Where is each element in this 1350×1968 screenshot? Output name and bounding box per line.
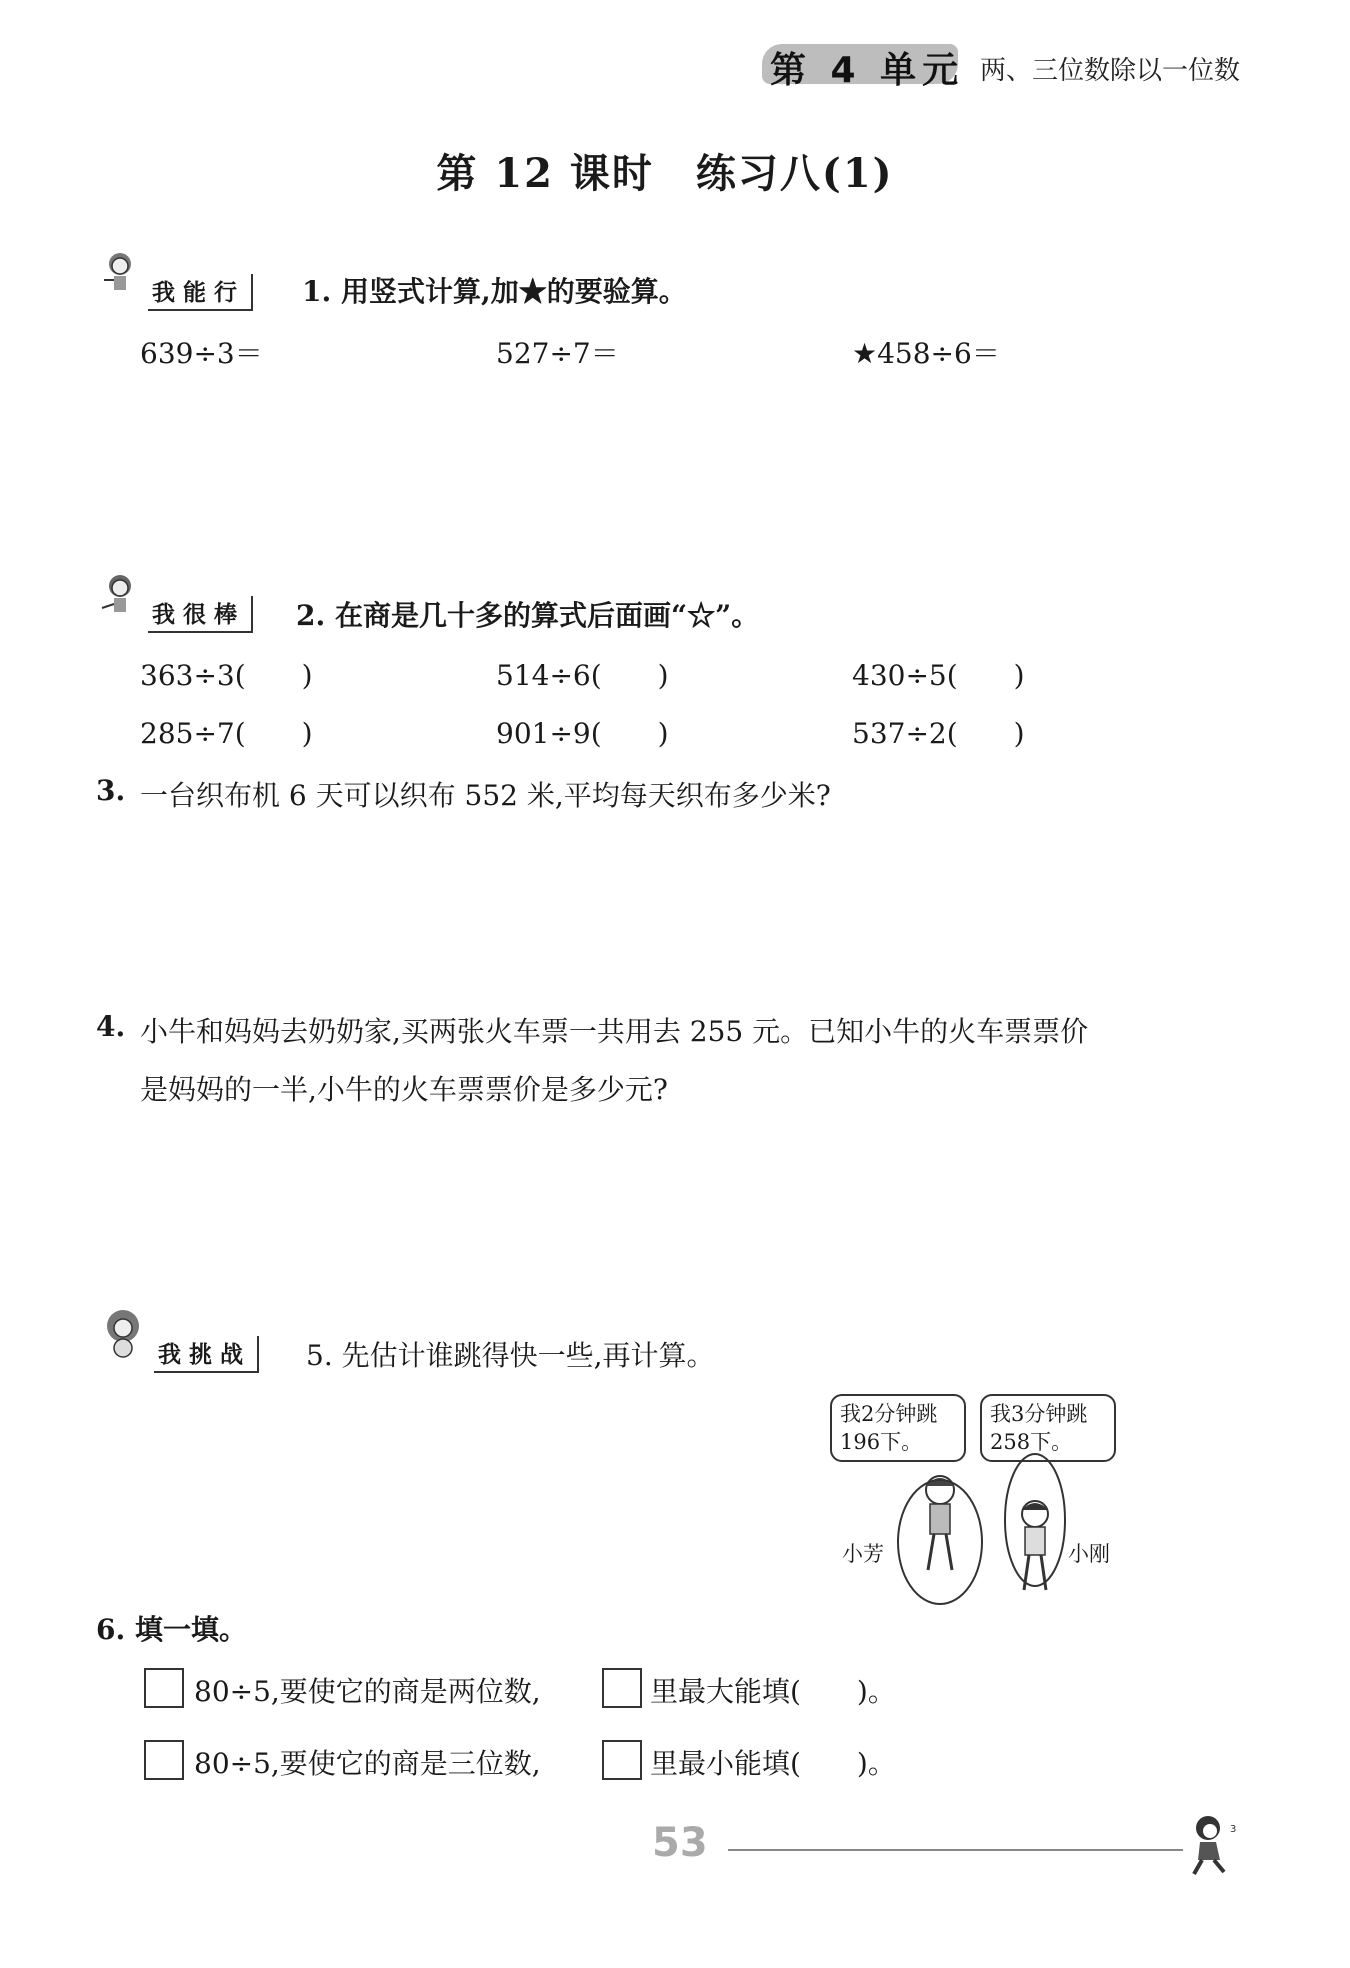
q6-line-2-part-b: 里最小能填( )。: [650, 1747, 896, 1780]
q6-line-1-part-b: 里最大能填( )。: [650, 1675, 896, 1708]
q2-item-3: 430÷5( ): [852, 659, 1025, 692]
q2-item-5: 901÷9( ): [496, 717, 669, 750]
question-6-title: 6. 填一填。: [96, 1613, 247, 1646]
answer-box[interactable]: [144, 1668, 184, 1708]
boy-mascot-icon: [100, 572, 140, 618]
question-2-title: 2. 在商是几十多的算式后面画“☆”。: [296, 599, 760, 632]
page-title: 第 12 课时 练习八(1): [436, 150, 894, 197]
unit-label: 第 4 单元: [770, 50, 965, 91]
question-4-line-1: 小牛和妈妈去奶奶家,买两张火车票一共用去 255 元。已知小牛的火车票票价: [140, 1015, 1089, 1048]
bubble-1-line-2: 196下。: [840, 1430, 923, 1454]
question-3-text: 一台织布机 6 天可以织布 552 米,平均每天织布多少米?: [140, 779, 831, 812]
snowman-mascot-icon: [100, 1308, 146, 1358]
question-4-line-2: 是妈妈的一半,小牛的火车票票价是多少元?: [140, 1073, 668, 1106]
name-xiaogang: 小刚: [1068, 1542, 1110, 1566]
section-label-great: 我很棒: [148, 596, 253, 633]
question-5-title: 5. 先估计谁跳得快一些,再计算。: [306, 1339, 715, 1372]
section-label-challenge: 我挑战: [154, 1336, 259, 1373]
bubble-1-line-1: 我2分钟跳: [840, 1402, 938, 1426]
q6-line-1-part-a: 80÷5,要使它的商是两位数,: [194, 1675, 541, 1708]
question-1-title: 1. 用竖式计算,加★的要验算。: [302, 275, 687, 308]
q6-line-2-part-a: 80÷5,要使它的商是三位数,: [194, 1747, 541, 1780]
q1-item-2: 527÷7＝: [496, 337, 619, 370]
q1-item-3: ★458÷6＝: [852, 337, 1000, 370]
girl-mascot-icon: [100, 250, 140, 296]
name-xiaofang: 小芳: [842, 1542, 884, 1566]
answer-box[interactable]: [602, 1668, 642, 1708]
bubble-2-line-1: 我3分钟跳: [990, 1402, 1088, 1426]
q2-item-6: 537÷2( ): [852, 717, 1025, 750]
answer-box[interactable]: [144, 1740, 184, 1780]
bubble-2-line-2: 258下。: [990, 1430, 1073, 1454]
q2-item-4: 285÷7( ): [140, 717, 313, 750]
q2-item-2: 514÷6( ): [496, 659, 669, 692]
svg-text:3: 3: [1230, 1824, 1237, 1835]
q2-item-1: 363÷3( ): [140, 659, 313, 692]
page-number: 53: [652, 1820, 708, 1866]
footer-rule: [728, 1849, 1183, 1851]
jump-rope-children-illustration: [890, 1450, 1090, 1610]
q1-item-1: 639÷3＝: [140, 337, 263, 370]
question-3-number: 3.: [96, 774, 126, 807]
section-label-can-do: 我能行: [148, 274, 253, 311]
running-kid-icon: [1180, 1810, 1250, 1880]
unit-subtitle: 两、三位数除以一位数: [980, 56, 1241, 86]
answer-box[interactable]: [602, 1740, 642, 1780]
question-4-number: 4.: [96, 1010, 126, 1043]
